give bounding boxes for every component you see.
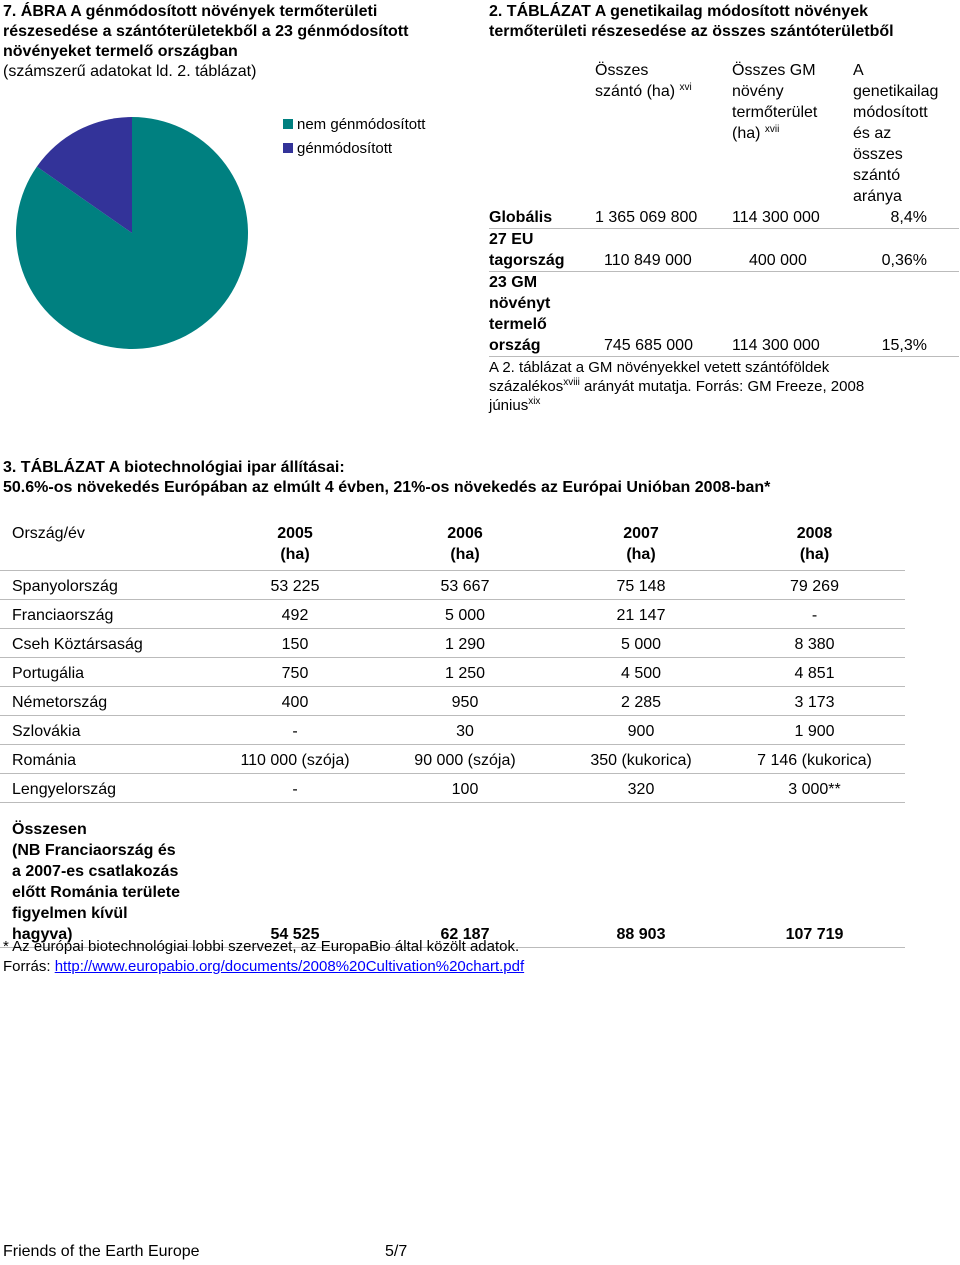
legend-swatch-gm bbox=[283, 143, 293, 153]
table-2-title: 2. TÁBLÁZAT A genetikailag módosított növények termőterületi részesedése az összes szántóterületből bbox=[489, 3, 894, 40]
year-label: 2007 bbox=[623, 525, 659, 542]
country-name: Németország bbox=[12, 694, 108, 711]
table-2-header-ratio bbox=[853, 60, 938, 207]
total-cell-2006: 62 187 bbox=[440, 926, 490, 943]
cell-gm-area: 114 300 000 bbox=[732, 337, 820, 354]
year-label: 2008 bbox=[796, 525, 833, 542]
total-label-line: Összesen bbox=[12, 821, 87, 838]
row-label-line: tagország bbox=[489, 252, 565, 269]
area-cell-2007: 75 148 bbox=[616, 578, 666, 595]
total-cell-2007: 88 903 bbox=[616, 926, 666, 943]
row-label bbox=[489, 207, 552, 228]
header-line: szántó bbox=[853, 167, 901, 184]
area-cell-2006: 950 bbox=[451, 694, 479, 711]
area-cell-2007: 2 285 bbox=[620, 694, 662, 711]
area-cell-2008: - bbox=[811, 607, 818, 624]
cell-total-arable: 745 685 000 bbox=[604, 337, 693, 354]
area-cell-2007: 21 147 bbox=[616, 607, 666, 624]
total-label-line: előtt Románia területe bbox=[12, 884, 181, 901]
area-cell-2005: 110 000 (szója) bbox=[240, 752, 350, 769]
note-text: százalékos bbox=[489, 378, 564, 395]
figure-7-title-note: (számszerű adatokat ld. 2. táblázat) bbox=[3, 63, 257, 80]
table-3-row bbox=[0, 629, 905, 658]
total-cell-2008: 107 719 bbox=[785, 926, 844, 943]
area-cell-2007: 350 (kukorica) bbox=[590, 752, 692, 769]
area-cell-2005: - bbox=[292, 781, 298, 798]
area-cell-2005: 150 bbox=[281, 636, 309, 653]
table-2-note bbox=[489, 358, 949, 415]
total-label-line: hagyva) bbox=[12, 926, 73, 943]
table-3-source bbox=[3, 957, 524, 977]
table-2-header-gm-area bbox=[732, 60, 817, 144]
cell-ratio: 8,4% bbox=[890, 209, 927, 226]
area-cell-2006: 1 250 bbox=[444, 665, 486, 682]
area-cell-2008: 4 851 bbox=[794, 665, 835, 682]
footnote-ref: xix bbox=[528, 396, 541, 407]
area-cell-2007: 320 bbox=[627, 781, 655, 798]
table-3-body bbox=[0, 571, 905, 803]
total-label bbox=[12, 819, 180, 945]
area-cell-2005: - bbox=[292, 723, 298, 740]
header-line: termőterület bbox=[732, 104, 818, 121]
country-name: Cseh Köztársaság bbox=[12, 636, 143, 653]
header-line: Összes GM bbox=[732, 62, 816, 79]
row-label-line: 23 GM bbox=[489, 274, 538, 291]
cell-gm-area: 114 300 000 bbox=[732, 209, 820, 226]
area-cell-2006: 53 667 bbox=[440, 578, 490, 595]
table-3-notes bbox=[3, 937, 524, 977]
total-cell-2005: 54 525 bbox=[270, 926, 320, 943]
header-line: módosított bbox=[853, 104, 928, 121]
footer-organization: Friends of the Earth Europe bbox=[3, 1243, 200, 1260]
table-3-total-row bbox=[0, 803, 905, 948]
table-3-row bbox=[0, 571, 905, 600]
header-line bbox=[732, 123, 817, 144]
header-text: szántó (ha) bbox=[595, 83, 676, 100]
note-line bbox=[489, 377, 949, 396]
table-3-row bbox=[0, 745, 905, 774]
cell-ratio: 15,3% bbox=[881, 337, 927, 354]
row-label bbox=[489, 272, 550, 356]
header-line: és az bbox=[853, 125, 892, 142]
table-3-header-row bbox=[0, 520, 905, 571]
area-cell-2006: 1 290 bbox=[444, 636, 486, 653]
country-name: Franciaország bbox=[12, 607, 114, 624]
area-cell-2007: 900 bbox=[627, 723, 655, 740]
unit-label: (ha) bbox=[626, 546, 656, 563]
header-line: növény bbox=[732, 83, 784, 100]
header-year-2008 bbox=[727, 523, 902, 565]
header-line: aránya bbox=[853, 188, 902, 205]
area-cell-2008: 8 380 bbox=[794, 636, 835, 653]
cell-total-arable: 1 365 069 800 bbox=[595, 209, 698, 226]
legend-item-non-gm bbox=[283, 112, 425, 136]
table-2-row-23-gm-countries bbox=[489, 272, 959, 357]
area-cell-2005: 400 bbox=[281, 694, 309, 711]
area-cell-2008: 1 900 bbox=[794, 723, 835, 740]
header-text: (ha) bbox=[732, 125, 761, 142]
footnote-ref: xviii bbox=[563, 377, 580, 388]
unit-label: (ha) bbox=[280, 546, 310, 563]
note-text: arányát mutatja. Forrás: GM Freeze, 2008 bbox=[584, 378, 865, 395]
area-cell-2005: 53 225 bbox=[270, 578, 320, 595]
header-country-year: Ország/év bbox=[12, 525, 85, 542]
unit-label: (ha) bbox=[450, 546, 480, 563]
cell-total-arable: 110 849 000 bbox=[604, 252, 692, 269]
area-cell-2006: 30 bbox=[456, 723, 474, 740]
table-2-row-global bbox=[489, 207, 959, 229]
gm-share-pie-chart bbox=[14, 115, 250, 351]
country-name: Lengyelország bbox=[12, 781, 117, 798]
table-3-footnote: * Az európai biotechnológiai lobbi szervezet, az EuropaBio által közölt adatok. bbox=[3, 938, 520, 955]
table-3-row bbox=[0, 687, 905, 716]
year-label: 2006 bbox=[447, 525, 483, 542]
cell-gm-area: 400 000 bbox=[749, 252, 807, 269]
note-line bbox=[489, 396, 949, 415]
area-cell-2006: 5 000 bbox=[444, 607, 486, 624]
country-name: Spanyolország bbox=[12, 578, 118, 595]
table-3-subtitle: 50.6%-os növekedés Európában az elmúlt 4 évben, 21%-os növekedés az Európai Unióban 2008-ban* bbox=[3, 479, 771, 496]
total-label-line: a 2007-es csatlakozás bbox=[12, 863, 179, 880]
header-line: Összes bbox=[595, 62, 649, 79]
figure-7-title bbox=[3, 2, 443, 82]
table-3-row bbox=[0, 716, 905, 745]
legend-item-gm bbox=[283, 136, 425, 160]
table-3-title-line: 3. TÁBLÁZAT A biotechnológiai ipar állításai: bbox=[3, 459, 345, 476]
row-label-line: növényt bbox=[489, 295, 551, 312]
legend-swatch-non-gm bbox=[283, 119, 293, 129]
row-label-line: 27 EU bbox=[489, 231, 534, 248]
area-cell-2007: 5 000 bbox=[620, 636, 662, 653]
figure-7-title-bold: 7. ÁBRA A génmódosított növények termőterületi részesedése a szántóterületekből a 23 génmódosított növényeket termelő országban bbox=[3, 3, 409, 60]
note-text: június bbox=[489, 397, 529, 414]
header-line: A bbox=[853, 62, 864, 79]
pie-legend bbox=[283, 112, 425, 160]
footnote-ref: xvi bbox=[679, 82, 692, 93]
table-2-row-eu27 bbox=[489, 229, 959, 272]
area-cell-2008: 3 000** bbox=[788, 781, 841, 798]
country-name: Portugália bbox=[12, 665, 85, 682]
row-label-line: ország bbox=[489, 337, 541, 354]
footnote-ref: xvii bbox=[764, 124, 780, 135]
area-cell-2005: 750 bbox=[281, 665, 309, 682]
table-3-row bbox=[0, 658, 905, 687]
area-cell-2007: 4 500 bbox=[620, 665, 662, 682]
legend-label-gm: génmódosított bbox=[297, 139, 393, 157]
table-3-title bbox=[3, 458, 953, 498]
cell-ratio: 0,36% bbox=[881, 252, 927, 269]
area-cell-2006: 100 bbox=[451, 781, 479, 798]
header-year-2007 bbox=[555, 523, 727, 565]
total-label-line: (NB Franciaország és bbox=[12, 842, 176, 859]
page-footer bbox=[3, 1243, 423, 1261]
header-line: genetikailag bbox=[853, 83, 939, 100]
header-year-2006 bbox=[380, 523, 550, 565]
row-label-line: termelő bbox=[489, 316, 547, 333]
page-number: 5/7 bbox=[385, 1243, 408, 1260]
table-3 bbox=[0, 520, 905, 948]
table-2-header-total-arable bbox=[595, 60, 692, 102]
area-cell-2008: 7 146 (kukorica) bbox=[757, 752, 872, 769]
area-cell-2005: 492 bbox=[281, 607, 309, 624]
row-label-line: Globális bbox=[489, 209, 553, 226]
area-cell-2008: 79 269 bbox=[790, 578, 839, 595]
unit-label: (ha) bbox=[799, 546, 830, 563]
header-year-2005 bbox=[210, 523, 380, 565]
country-name: Románia bbox=[12, 752, 77, 769]
source-prefix: Forrás: bbox=[3, 958, 55, 975]
area-cell-2008: 3 173 bbox=[794, 694, 835, 711]
table-3-row bbox=[0, 600, 905, 629]
total-label-line: figyelmen kívül bbox=[12, 905, 128, 922]
table-3-row bbox=[0, 774, 905, 803]
row-label bbox=[489, 229, 565, 271]
country-name: Szlovákia bbox=[12, 723, 81, 740]
year-label: 2005 bbox=[277, 525, 313, 542]
header-line: összes bbox=[853, 146, 903, 163]
area-cell-2006: 90 000 (szója) bbox=[414, 752, 516, 769]
legend-label-non-gm: nem génmódosított bbox=[297, 115, 426, 133]
note-line: A 2. táblázat a GM növényekkel vetett szántóföldek bbox=[489, 359, 830, 376]
header-line bbox=[595, 81, 692, 102]
source-link[interactable]: http://www.europabio.org/documents/2008%20Cultivation%20chart.pdf bbox=[54, 958, 525, 975]
